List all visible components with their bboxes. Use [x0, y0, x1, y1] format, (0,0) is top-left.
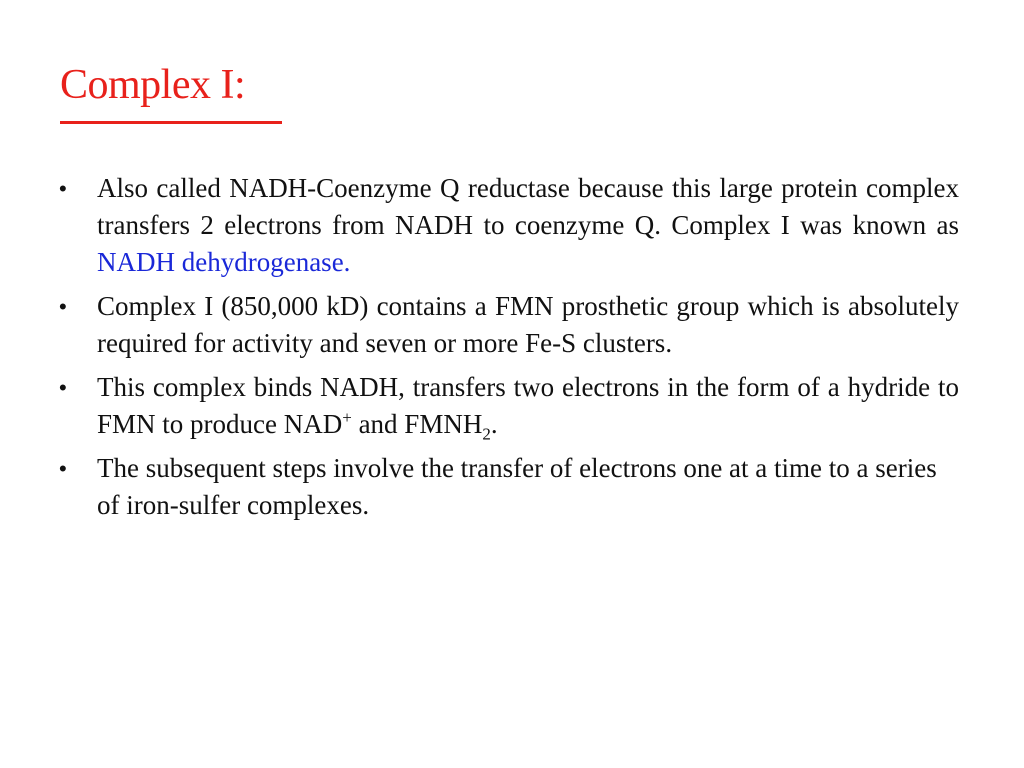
bullet-text-middle: and FMNH — [351, 409, 483, 439]
bullet-icon: • — [59, 176, 67, 201]
bullet-item-mechanism — [56, 369, 959, 443]
bullet-item-alias — [56, 170, 959, 281]
bullet-text-end: . — [490, 409, 498, 439]
bullet-text: This complex binds NADH, transfers two electrons in the form of a hydride to FMN to produce NAD — [97, 372, 959, 439]
bullet-text: Also called NADH-Coenzyme Q reductase because this large protein complex transfers 2 electrons from NADH to coenzyme Q. Complex I was known as — [97, 173, 959, 240]
superscript-plus: + — [342, 408, 352, 427]
bullet-icon: • — [59, 456, 67, 481]
title-underline — [60, 121, 282, 124]
bullet-icon: • — [59, 375, 67, 400]
bullet-item-steps — [56, 450, 959, 524]
bullet-item-composition — [56, 288, 959, 362]
slide-title: Complex I: — [60, 62, 246, 108]
bullet-icon: • — [59, 294, 67, 319]
bullet-list — [56, 170, 959, 531]
subscript-two: 2 — [482, 424, 491, 444]
bullet-text: Complex I (850,000 kD) contains a FMN prosthetic group which is absolutely required for activity and seven or more Fe-S clusters. — [97, 291, 959, 358]
highlighted-term: NADH dehydrogenase. — [97, 247, 351, 277]
bullet-text: The subsequent steps involve the transfer of electrons one at a time to a series of iron-sulfer complexes. — [97, 453, 937, 520]
